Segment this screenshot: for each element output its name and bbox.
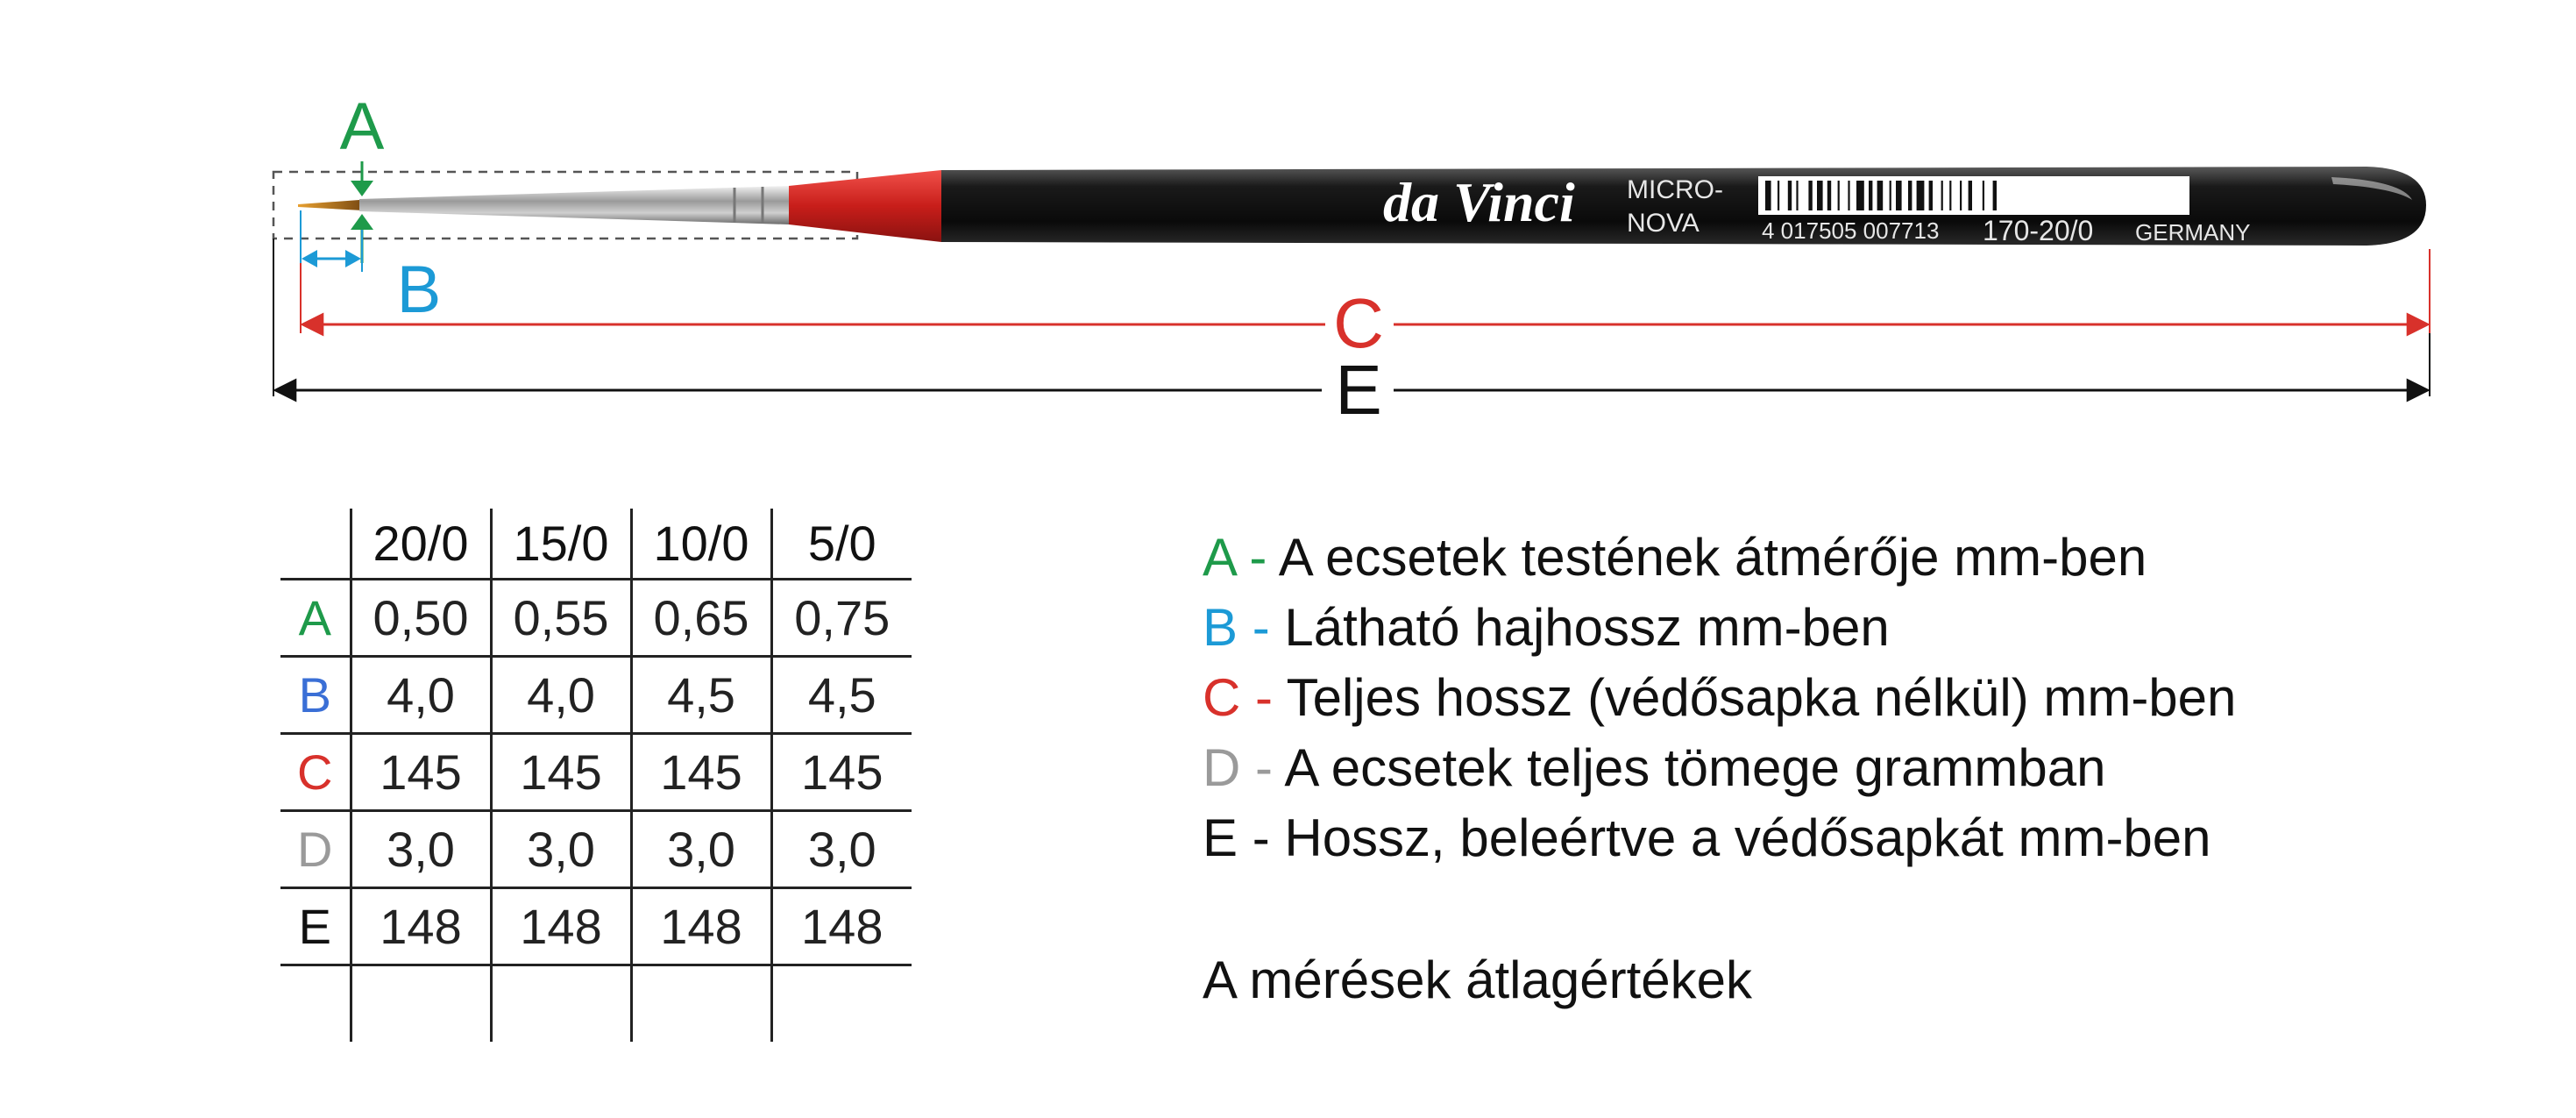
model-number: 170-20/0 [1983, 215, 2094, 246]
measurement-note: A mérések átlagértékek [1203, 951, 1752, 1009]
legend-key: B [1203, 598, 1238, 657]
legend-key: D [1203, 738, 1241, 797]
table-cell: 4,0 [351, 656, 491, 733]
table-cell [351, 965, 491, 1042]
column-header: 5/0 [771, 509, 912, 579]
barcode-bar [1796, 181, 1798, 210]
legend-separator: - [1238, 808, 1285, 867]
legend-separator: - [1234, 528, 1279, 587]
barcode-bar [1778, 181, 1779, 210]
dimension-legend [1203, 523, 2236, 873]
row-label: C [280, 733, 351, 810]
table-row [280, 656, 912, 733]
barcode-bar [1838, 181, 1840, 210]
barcode-bar [1765, 181, 1771, 210]
legend-item-e [1203, 803, 2236, 873]
legend-key: A [1203, 528, 1235, 587]
barcode-bar [1827, 181, 1831, 210]
table-cell: 3,0 [631, 810, 771, 887]
table-row [280, 810, 912, 887]
barcode-bar [1960, 181, 1962, 210]
dimension-a-arrowhead-bottom [351, 214, 373, 230]
table-empty-row [280, 965, 912, 1042]
legend-text: Hossz, beleértve a védősapkát mm-ben [1284, 808, 2211, 867]
dimension-a-arrowhead-top [351, 181, 373, 196]
series-line2: NOVA [1627, 209, 1700, 238]
table-cell [631, 965, 771, 1042]
dimension-b-arrowhead-right [345, 250, 361, 267]
table-cell [491, 965, 631, 1042]
table-cell [280, 965, 351, 1042]
table-cell: 4,5 [771, 656, 912, 733]
row-label: D [280, 810, 351, 887]
table-cell: 0,75 [771, 579, 912, 656]
barcode-bar [1929, 181, 1933, 210]
table-cell: 148 [351, 887, 491, 965]
table-cell: 145 [491, 733, 631, 810]
dimension-label-c: C [1333, 284, 1384, 362]
brush-hair [298, 200, 363, 210]
table-cell: 3,0 [771, 810, 912, 887]
table-row [280, 887, 912, 965]
barcode-number: 4 017505 007713 [1762, 217, 1940, 244]
table-cell: 148 [491, 887, 631, 965]
barcode-bar [1808, 181, 1812, 210]
legend-text: Látható hajhossz mm-ben [1284, 598, 1890, 657]
table-cell: 3,0 [491, 810, 631, 887]
barcode-bar [1896, 181, 1902, 210]
table-cell [771, 965, 912, 1042]
size-spec-table [280, 509, 912, 1042]
barcode-bar [1817, 181, 1823, 210]
column-header: 20/0 [351, 509, 491, 579]
barcode-bar [1969, 181, 1972, 210]
barcode-bar [1890, 181, 1891, 210]
brush-red-collar [789, 170, 941, 242]
table-cell: 145 [351, 733, 491, 810]
barcode-bar [1848, 181, 1849, 210]
column-header: 10/0 [631, 509, 771, 579]
legend-item-b [1203, 593, 2236, 663]
table-row [280, 733, 912, 810]
dimension-b-arrowhead-left [302, 250, 317, 267]
table-cell: 4,5 [631, 656, 771, 733]
barcode-bar [1941, 181, 1943, 210]
brush-diagram [0, 0, 2576, 491]
table-cell: 145 [771, 733, 912, 810]
table-header-row [280, 509, 912, 579]
barcode-bar [1908, 181, 1912, 210]
row-label: E [280, 887, 351, 965]
barcode-bar [1983, 181, 1984, 210]
table-cell: 4,0 [491, 656, 631, 733]
table-cell: 148 [771, 887, 912, 965]
table-cell: 145 [631, 733, 771, 810]
table-cell: 0,55 [491, 579, 631, 656]
barcode-bar [1877, 181, 1884, 210]
dimension-label-e: E [1335, 351, 1382, 429]
legend-separator: - [1238, 598, 1285, 657]
legend-item-a [1203, 523, 2236, 593]
table-row [280, 579, 912, 656]
dimension-label-b: B [396, 253, 442, 327]
origin-text: GERMANY [2135, 219, 2251, 246]
table-cell: 148 [631, 887, 771, 965]
legend-text: Teljes hossz (védősapka nélkül) mm-ben [1286, 668, 2237, 727]
legend-separator: - [1240, 738, 1285, 797]
barcode-bar [1917, 181, 1925, 210]
column-header: 15/0 [491, 509, 631, 579]
table-corner [280, 509, 351, 579]
row-label: B [280, 656, 351, 733]
barcode-background [1758, 176, 2189, 215]
legend-item-c [1203, 663, 2236, 733]
barcode-bar [1856, 181, 1864, 210]
row-label: A [280, 579, 351, 656]
barcode-bar [1993, 181, 1997, 210]
legend-key: E [1203, 808, 1238, 867]
table-cell: 0,65 [631, 579, 771, 656]
legend-text: A ecsetek teljes tömege grammban [1284, 738, 2106, 797]
brand-logo: da Vinci [1383, 171, 1575, 233]
dimension-label-a: A [339, 89, 385, 164]
legend-item-d [1203, 733, 2236, 803]
table-cell: 0,50 [351, 579, 491, 656]
series-line1: MICRO- [1627, 175, 1723, 204]
table-cell: 3,0 [351, 810, 491, 887]
brush-ferrule [359, 186, 789, 224]
legend-key: C [1203, 668, 1241, 727]
legend-separator: - [1240, 668, 1287, 727]
legend-text: A ecsetek testének átmérője mm-ben [1278, 528, 2147, 587]
barcode-bar [1788, 181, 1792, 210]
barcode-bar [1869, 181, 1872, 210]
barcode-bar [1949, 181, 1951, 210]
